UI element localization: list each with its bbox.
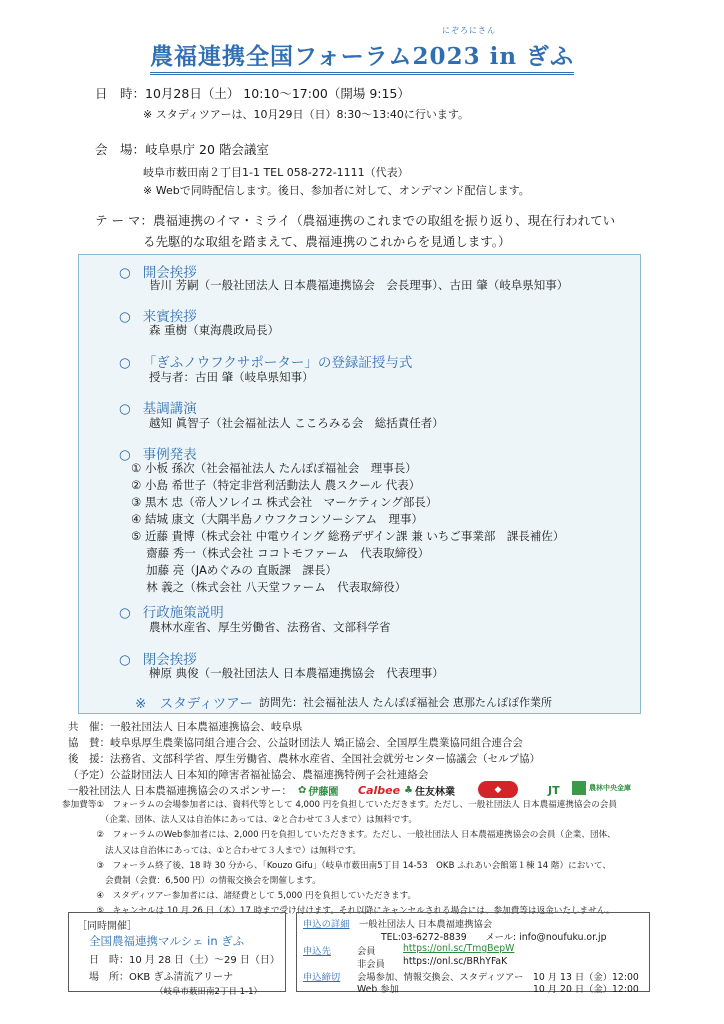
fee-line: ④ スタディツアー参加者には、諸経費として 5,000 円を負担していただきます。 — [62, 891, 417, 902]
leaf-icon: ✿ — [298, 784, 307, 796]
venue-value: 岐阜県庁 20 階会議室 — [145, 142, 269, 157]
datetime-note: ※ スタディツアーは、10月29日（日）8:30～13:40に行います。 — [143, 108, 470, 121]
sponsor-logo-sumitomo — [404, 783, 455, 797]
sponsor-logo-text: 住友林業 — [414, 786, 455, 798]
concurrent-place: 場 所：OKB ぎふ清流アリーナ — [89, 972, 234, 983]
apply-nonmember-label: 非会員 — [357, 959, 385, 970]
theme-line2: る先駆的な取組を踏まえて、農福連携のこれからを見通します。） — [143, 234, 511, 249]
case-item: 林 義之（株式会社 八天堂ファーム 代表取締役） — [131, 580, 407, 594]
bullet-icon: ○ — [119, 265, 131, 281]
case-item: ② 小島 希世子（特定非営利活動法人 農スクール 代表） — [131, 478, 421, 492]
section-body-policy: 農林水産省、厚生労働省、法務省、文部科学省 — [149, 620, 391, 634]
apply-detail-org: 一般社団法人 日本農福連携協会 — [359, 919, 493, 930]
section-title-text: 基調講演 — [142, 401, 197, 417]
page-title-wrap — [0, 26, 724, 75]
organizer-line: 協 賛：岐阜県厚生農業協同組合連合会、公益財団法人 矯正協会、全国厚生農業協同組合連合会 — [68, 737, 523, 749]
case-item: 齋藤 秀一（株式会社 ココトモファーム 代表取締役） — [131, 546, 430, 560]
fees-block — [62, 798, 617, 920]
sponsor-logo-red-badge — [478, 781, 518, 798]
sponsor-logo-calbee: Calbee — [358, 783, 401, 797]
apply-deadline-2-label: Web 参加 — [357, 984, 399, 995]
fee-line: ⑤ キャンセルは 10 月 26 日（木）17 時まで受け付けます。それ以降にキャンセルされる場合には、参加費等は返金いたしません。 — [62, 906, 615, 917]
fee-line: ② フォーラムのWeb参加者には、2,000 円を負担していただきます。ただし、一般社団法人 日本農福連携協会の会員（企業、団体、 — [62, 830, 616, 841]
apply-deadline-1-label: 会場参加、情報交換会、スタディツアー — [357, 972, 524, 983]
title-ruby: にぞろにさん — [442, 26, 497, 35]
sponsor-logo-norinchukin — [572, 781, 631, 795]
badge-icon: ◆ — [494, 784, 502, 795]
program-box — [78, 254, 641, 714]
venue-line — [95, 140, 269, 158]
sponsor-logo-jt: JT — [548, 783, 560, 797]
bullet-icon: ○ — [119, 447, 131, 463]
case-item: ④ 結城 康文（大隅半島ノウフクコンソーシアム 理事） — [131, 512, 424, 526]
concurrent-event-box — [68, 912, 286, 997]
page-title — [149, 26, 575, 75]
organizer-line: 後 援：法務省、文部科学省、厚生労働省、農林水産省、全国社会就労センター協議会（セルプ協） — [68, 753, 541, 765]
case-item: ① 小板 孫次（社会福祉法人 たんぽぽ福祉会 理事長） — [131, 461, 417, 475]
concurrent-address: （岐阜市薮田南2丁目 1-1） — [155, 987, 262, 997]
bullet-icon: ○ — [119, 401, 131, 417]
section-title-policy — [119, 601, 224, 621]
organizer-line: （予定）公益財団法人 日本知的障害者福祉協会、農福連携特例子会社連絡会 — [68, 769, 429, 781]
tree-icon: ♣ — [404, 784, 413, 796]
case-item: ⑤ 近藤 貴博（株式会社 中電ウイング 総務デザイン課 兼 いちご事業部 課長補佐） — [131, 529, 565, 543]
apply-detail-label: 申込の詳細 — [303, 919, 350, 930]
concurrent-name: 全国農福連携マルシェ in ぎふ — [89, 934, 245, 948]
apply-member-label: 会員 — [357, 946, 376, 957]
venue-note: ※ Webで同時配信します。後日、参加者に対して、オンデマンド配信します。 — [143, 184, 530, 197]
section-title-text: 来賓挨拶 — [142, 309, 197, 325]
section-body-guest: 森 重樹（東海農政局長） — [149, 323, 280, 337]
fee-line: 法人又は自治体にあっては、①と合わせて３人まで）は無料です。 — [62, 845, 362, 856]
concurrent-heading: ［同時開催］ — [77, 921, 137, 932]
apply-deadline-2-date: 10 月 20 日（金）12:00 — [533, 984, 639, 995]
apply-detail-contact: TEL:03-6272-8839 メール: info@noufuku.or.jp — [381, 932, 607, 943]
study-tour-title — [135, 692, 253, 712]
apply-deadline-label: 申込締切 — [303, 972, 341, 983]
bullet-icon: ○ — [119, 309, 131, 325]
norinchukin-mark-icon — [572, 781, 586, 795]
section-title-text: 閉会挨拶 — [142, 652, 197, 668]
venue-label: 会 場： — [95, 142, 146, 157]
fee-line: 会費制（会費：6,500 円）の情報交換会を開催します。 — [62, 876, 321, 887]
study-tour-body: 訪問先：社会福祉法人 たんぽぽ福祉会 恵那たんぽぽ作業所 — [259, 696, 552, 709]
fee-line: （企業、団体、法人又は自治体にあっては、②と合わせて３人まで）は無料です。 — [62, 815, 417, 826]
section-title-certificate — [119, 351, 412, 371]
concurrent-date: 日 時：10 月 28 日（土）～29 日（日） — [89, 955, 280, 966]
application-box — [296, 912, 650, 995]
bullet-icon: ○ — [119, 652, 131, 668]
datetime-value: 10月28日（土） 10:10～17:00（開場 9:15） — [145, 86, 410, 101]
bullet-icon: ○ — [119, 355, 131, 371]
apply-to-label: 申込先 — [303, 946, 331, 957]
section-title-text: 行政施策説明 — [142, 605, 224, 621]
fee-line: 参加費等① フォーラムの会場参加者には、資料代等として 4,000 円を負担していただきます。ただし、一般社団法人 日本農福連携協会の会員 — [62, 800, 617, 810]
case-item: 加藤 亮（JAめぐみの 直販課 課長） — [131, 563, 338, 577]
sponsor-logo-text: 農林中央金庫 — [589, 784, 631, 792]
apply-nonmember-link[interactable]: https://onl.sc/BRhYFaK — [403, 956, 508, 967]
fee-line: ③ フォーラム終了後、18 時 30 分から、「Kouzo Gifu」（岐阜市薮田南5丁目 14-53 OKB ふれあい会館第１棟 14 階）において、 — [62, 860, 611, 871]
datetime-line — [95, 84, 410, 102]
venue-address: 岐阜市薮田南２丁目1-1 TEL 058-272-1111（代表） — [143, 166, 409, 179]
section-title-keynote — [119, 397, 197, 417]
section-title-text: 事例発表 — [142, 447, 197, 463]
study-tour-title-text: ※ スタディツアー — [135, 696, 253, 712]
theme-label: テ ー マ： — [95, 213, 153, 228]
section-title-text: 「ぎふノウフクサポーター」の登録証授与式 — [142, 355, 413, 371]
apply-member-link[interactable]: https://onl.sc/TmgBepW — [403, 943, 515, 954]
organizer-line: 共 催：一般社団法人 日本農福連携協会、岐阜県 — [68, 721, 303, 733]
section-body-certificate: 授与者：古田 肇（岐阜県知事） — [149, 370, 314, 384]
section-body-closing: 榊原 典俊（一般社団法人 日本農福連携協会 代表理事） — [149, 666, 444, 680]
sponsor-logo-text: 伊藤園 — [308, 786, 339, 798]
section-title-text: 開会挨拶 — [142, 265, 197, 281]
case-item: ③ 黒木 忠（帝人ソレイユ 株式会社 マーケティング部長） — [131, 495, 438, 509]
theme-text-1: 農福連携のイマ・ミライ（農福連携のこれまでの取組を振り返り、現在行われてい — [152, 213, 616, 228]
apply-deadline-1-date: 10 月 13 日（金）12:00 — [533, 972, 639, 983]
theme-line1 — [95, 211, 615, 229]
sponsor-label: 一般社団法人 日本農福連携協会のスポンサー： — [68, 785, 292, 797]
bullet-icon: ○ — [119, 605, 131, 621]
datetime-label: 日 時： — [95, 86, 146, 101]
title-main: 農福連携全国フォーラム2023 in ぎふ — [149, 43, 575, 70]
sponsor-logo-itoen — [298, 783, 338, 797]
section-body-keynote: 越知 眞智子（社会福祉法人 こころみる会 総括責任者） — [149, 416, 444, 430]
section-body-opening: 皆川 芳嗣（一般社団法人 日本農福連携協会 会長理事）、古田 肇（岐阜県知事） — [149, 278, 569, 292]
